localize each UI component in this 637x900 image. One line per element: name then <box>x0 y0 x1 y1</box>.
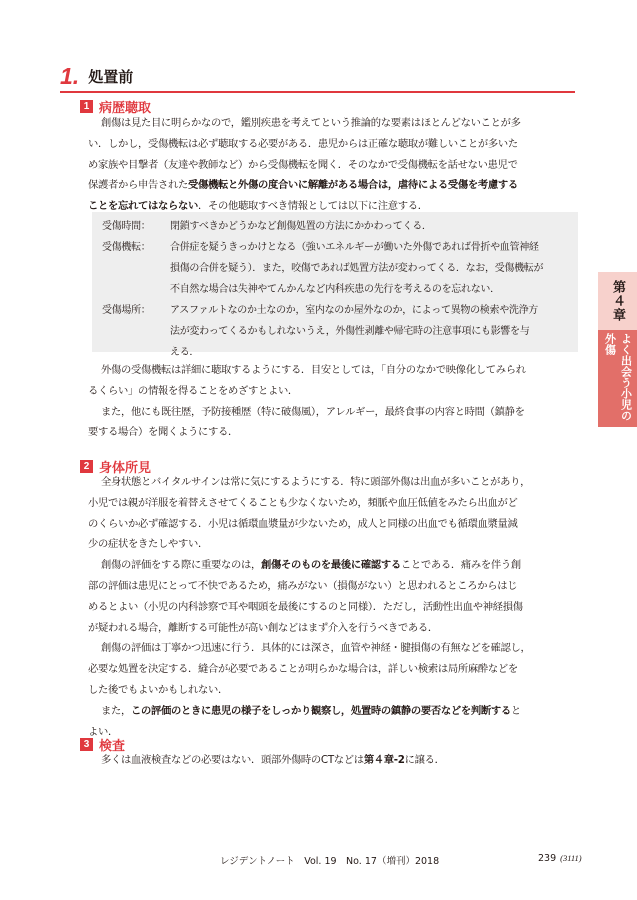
chapter-title: よく出会う小児の外傷 <box>603 333 633 421</box>
info-box-label <box>102 258 170 279</box>
section-badge: 2 <box>80 460 93 473</box>
text-line: 要する場合）を聞くようにする． <box>88 426 238 439</box>
section-exam-body <box>88 472 580 742</box>
section-title: 検査 <box>99 738 126 754</box>
text-line: よい． <box>88 725 118 738</box>
info-box-row <box>102 258 543 279</box>
text-line: め家族や目撃者（友達や教師など）から受傷機転を聞く．そのなかで受傷機転を話せない患児で <box>88 158 518 171</box>
section-history-after <box>88 360 580 443</box>
text-line: した後でもよいかもしれない． <box>88 683 228 696</box>
info-box-row <box>102 216 543 237</box>
chapter-tab-title <box>598 333 637 423</box>
info-box-label <box>102 279 170 300</box>
text-line: 少の症状をきたしやすい． <box>88 538 208 551</box>
info-box-text: える． <box>170 347 200 358</box>
heading-number: 1. <box>60 62 80 89</box>
section-title: 身体所見 <box>99 460 152 476</box>
text-line: 必要な処置を決定する．縫合が必要であることが明らかな場合は，詳しい検索は局所麻酔などを <box>88 663 518 676</box>
text-line: のくらいか必ず確認する．小児は循環血漿量が少ないため，成人と同様の出血でも循環血漿量減 <box>88 517 518 530</box>
section-badge: 1 <box>80 100 93 113</box>
section-history-body <box>88 113 580 217</box>
text-line: また，他にも既往歴，予防接種歴（特に破傷風），アレルギー，最終食事の内容と時間（鎮静を <box>101 405 525 418</box>
text-line: 創傷は見た目に明らかなので，鑑別疾患を考えてという推論的な要素はほとんどないことが多 <box>101 117 521 129</box>
text-line: 創傷の評価は丁寧かつ迅速に行う．具体的には深さ，血管や神経・腱損傷の有無などを確認し， <box>101 642 531 655</box>
info-box-text: 不自然な場合は失神やてんかんなど内科疾患の先行を考えるのを忘れない． <box>170 284 500 295</box>
chapter-heading <box>60 63 133 89</box>
chapter-tab-number <box>598 272 637 330</box>
section-badge: 3 <box>80 738 93 751</box>
text-line: 創傷の評価をする際に重要なのは，創傷そのものを最後に確認することである．痛みを伴う創 <box>101 559 521 572</box>
info-box-text: 閉鎖すべきかどうかなど創傷処置の方法にかかわってくる． <box>170 221 432 232</box>
info-box-text: 合併症を疑うきっかけとなる（強いエネルギーが働いた外傷であれば骨折や血管神経 <box>170 242 539 253</box>
info-box-row <box>102 321 543 342</box>
text-line: 多くは血液検査などの必要はない．頭部外傷時のCTなどは第４章-2に譲る． <box>101 754 445 766</box>
section-tests-body <box>88 750 580 771</box>
heading-rule <box>60 91 575 93</box>
section-history-header <box>80 98 151 114</box>
text-line-bold-partial: ことを忘れてはならない．その他聴取すべき情報としては以下に注意する． <box>88 200 428 213</box>
text-line: 部の評価は患児にとって不快であるため，痛みがない（損傷がない）と思われるところからはじ <box>88 579 518 592</box>
info-box <box>92 212 578 358</box>
info-box-row <box>102 237 543 258</box>
info-box-content <box>102 216 543 363</box>
info-box-label: 受傷場所： <box>102 305 151 316</box>
info-box-text: アスファルトなのか土なのか，室内なのか屋外なのか，によって異物の検索や洗浄方 <box>170 305 538 316</box>
info-box-label <box>102 321 170 342</box>
chapter-label: 第４章 <box>610 280 625 322</box>
heading-title: 処置前 <box>88 67 134 86</box>
text-line: めるとよい（小児の内科診察で耳や咽頭を最後にするのと同様）．ただし，活動性出血や神経損傷 <box>88 600 523 613</box>
info-box-label: 受傷機転： <box>102 242 151 253</box>
footer-page-number <box>538 853 582 864</box>
info-box-text: 法が変わってくるかもしれないうえ，外傷性剥離や帰宅時の注意事項にも影響を与 <box>170 326 530 337</box>
text-line: また，この評価のときに患児の様子をしっかり観察し，処置時の鎮静の要否などを判断すると <box>101 704 521 717</box>
info-box-text: 損傷の合併を疑う）．また，咬傷であれば処置方法が変わってくる．なお，受傷機転が <box>170 263 544 274</box>
info-box-row <box>102 300 543 321</box>
text-line: 全身状態とバイタルサインは常に気にするようにする．特に頭部外傷は出血が多いことがあり， <box>101 476 531 488</box>
text-line-bold-partial: 保護者から申告された受傷機転と外傷の度合いに解離がある場合は，虐待による受傷を考慮する <box>88 179 518 192</box>
text-line: るくらい」の情報を得ることをめざすとよい． <box>88 384 298 397</box>
text-line: が疑われる場合，離断する可能性が高い創などはまず介入を行うべきである． <box>88 621 438 634</box>
footer-journal: レジデントノート Vol. 19 No. 17（増刊）2018 <box>220 856 440 867</box>
info-box-row <box>102 279 543 300</box>
info-box-label: 受傷時間： <box>102 221 151 232</box>
page-number: 239 <box>538 853 557 864</box>
text-line: い．しかし，受傷機転は必ず聴取する必要がある．患児からは正確な聴取が難しいことが多いた <box>88 137 518 150</box>
text-line: 小児では親が洋服を着替えさせてくることも少なくないため，頻脈や血圧低値をみたら出血がど <box>88 496 518 509</box>
section-title: 病歴聴取 <box>99 100 152 116</box>
page-subnumber: (3111) <box>560 853 582 863</box>
text-line: 外傷の受傷機転は詳細に聴取するようにする．目安としては，「自分のなかで映像化してみられ <box>101 364 526 376</box>
